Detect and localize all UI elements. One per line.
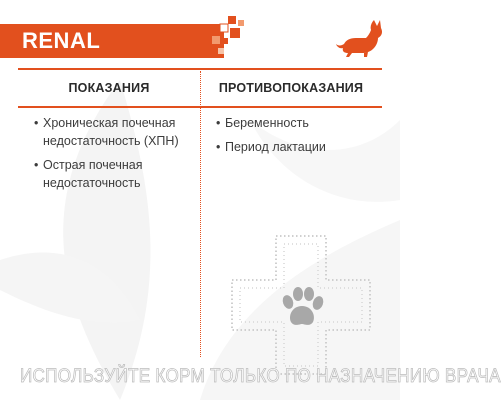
table-column-divider <box>200 71 201 357</box>
bullet-icon: • <box>216 140 221 154</box>
bullet-icon: • <box>34 158 39 172</box>
list-item <box>34 114 194 150</box>
list-item <box>216 138 376 156</box>
brand-title: RENAL <box>22 28 101 53</box>
contraindication-text: Период лактации <box>225 140 326 154</box>
indications-header: ПОКАЗАНИЯ <box>68 81 150 95</box>
indication-text: Острая почечная недостаточность <box>43 158 143 190</box>
bullet-icon: • <box>34 116 39 130</box>
bullet-icon: • <box>216 116 221 130</box>
indication-text: Хроническая почечная недостаточность (ХПН) <box>43 116 179 148</box>
indications-list <box>34 114 194 198</box>
cat-icon <box>334 16 386 60</box>
contraindication-text: Беременность <box>225 116 309 130</box>
contraindications-list <box>216 114 376 162</box>
list-item <box>34 156 194 192</box>
list-item <box>216 114 376 132</box>
footer-watermark-note: ИСПОЛЬЗУЙТЕ КОРМ ТОЛЬКО ПО НАЗНАЧЕНИЮ ВРАЧА <box>20 366 501 387</box>
contraindications-header: ПРОТИВОПОКАЗАНИЯ <box>218 81 364 95</box>
paw-icon <box>278 284 326 332</box>
pixel-squares-decoration <box>206 16 250 60</box>
